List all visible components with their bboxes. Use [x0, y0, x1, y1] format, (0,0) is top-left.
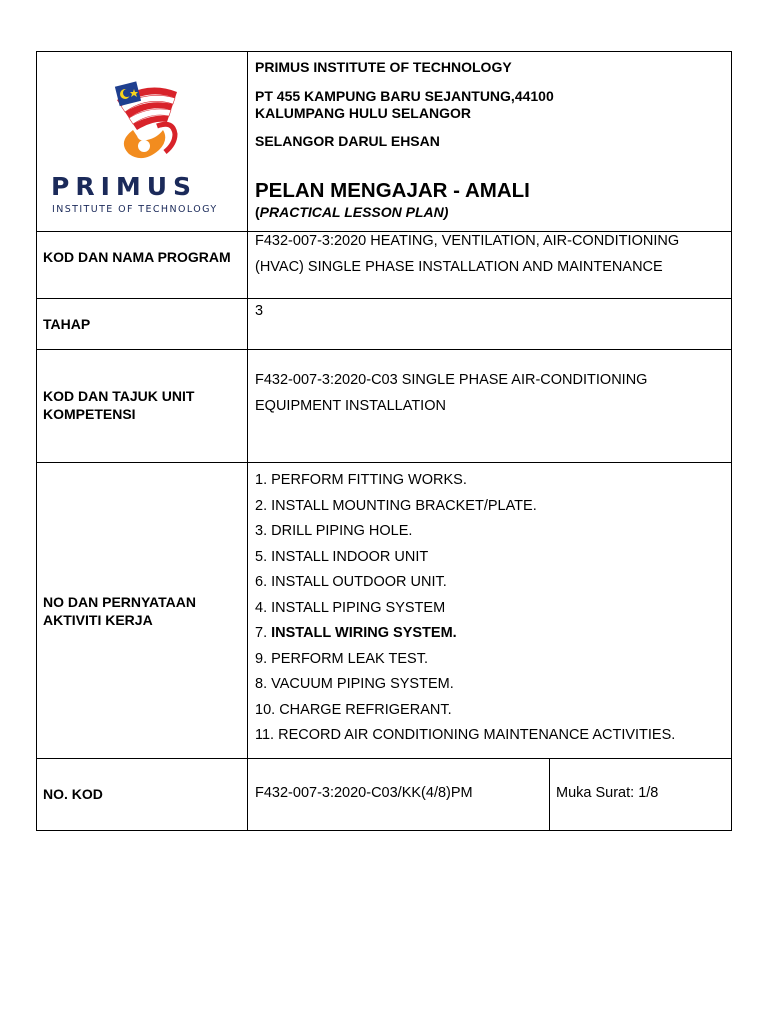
activity-num: 1.	[255, 472, 268, 488]
logo-emblem-icon	[47, 80, 237, 170]
list-item	[255, 723, 725, 749]
state-name: SELANGOR DARUL EHSAN	[255, 133, 440, 149]
activities-list	[255, 468, 725, 749]
activity-text: INSTALL INDOOR UNIT	[271, 548, 429, 565]
list-item	[255, 570, 725, 596]
activity-text: PERFORM LEAK TEST.	[271, 650, 428, 667]
program-row	[37, 232, 731, 299]
header-row	[37, 52, 731, 232]
level-value: 3	[255, 303, 264, 319]
activity-num: 10.	[255, 701, 276, 718]
list-item	[255, 468, 725, 494]
activity-text: INSTALL OUTDOOR UNIT.	[271, 574, 447, 590]
unit-value-line-2: EQUIPMENT INSTALLATION	[255, 397, 446, 414]
program-value	[255, 229, 725, 280]
activity-num: 4.	[255, 599, 268, 616]
activity-text: PERFORM FITTING WORKS.	[271, 472, 467, 488]
list-item	[255, 647, 725, 673]
program-label: KOD DAN NAMA PROGRAM	[43, 249, 231, 265]
code-label: NO. KOD	[43, 786, 103, 802]
activities-label: NO DAN PERNYATAAN AKTIVITI KERJA	[43, 594, 196, 628]
list-item	[255, 596, 725, 622]
unit-label: KOD DAN TAJUK UNIT KOMPETENSI	[43, 388, 195, 422]
program-value-line-2: (HVAC) SINGLE PHASE INSTALLATION AND MAINTENANCE	[255, 258, 663, 275]
activity-text: INSTALL WIRING SYSTEM.	[271, 625, 457, 641]
level-row	[37, 299, 731, 350]
list-item	[255, 698, 725, 724]
activity-num: 6.	[255, 574, 268, 590]
primus-logo	[47, 80, 237, 215]
activity-num: 7.	[255, 625, 268, 641]
activity-num: 5.	[255, 548, 268, 565]
document-title: PELAN MENGAJAR - AMALI	[255, 179, 530, 202]
activity-num: 8.	[255, 676, 268, 692]
unit-row	[37, 350, 731, 463]
activity-text: DRILL PIPING HOLE.	[271, 523, 413, 539]
logo-wordmark: PRIMUS	[51, 172, 198, 201]
activity-text: RECORD AIR CONDITIONING MAINTENANCE ACTIVITIES.	[278, 727, 676, 743]
level-label: TAHAP	[43, 316, 91, 332]
program-value-line-1: F432-007-3:2020 HEATING, VENTILATION, AIR-CONDITIONING	[255, 233, 680, 249]
activity-num: 2.	[255, 497, 268, 514]
address-line-2: KALUMPANG HULU SELANGOR	[255, 105, 471, 121]
subtitle-paren: (	[255, 204, 260, 220]
activity-text: VACUUM PIPING SYSTEM.	[271, 676, 454, 692]
logo-tagline: INSTITUTE OF TECHNOLOGY	[52, 204, 218, 215]
document-subtitle	[255, 204, 448, 220]
list-item	[255, 621, 725, 647]
list-item	[255, 672, 725, 698]
activity-num: 11.	[255, 727, 275, 743]
activities-row	[37, 463, 731, 759]
list-item	[255, 494, 725, 520]
lesson-plan-table	[36, 51, 732, 831]
activity-text: CHARGE REFRIGERANT.	[279, 701, 452, 718]
address-line-1: PT 455 KAMPUNG BARU SEJANTUNG,44100	[255, 88, 554, 104]
unit-value-line-1: F432-007-3:2020-C03 SINGLE PHASE AIR-CONDITIONING	[255, 372, 648, 388]
activity-text: INSTALL MOUNTING BRACKET/PLATE.	[271, 497, 537, 514]
code-row	[37, 759, 731, 831]
page-number: Muka Surat: 1/8	[556, 785, 659, 801]
subtitle-text: PRACTICAL LESSON PLAN)	[259, 204, 449, 220]
list-item	[255, 519, 725, 545]
unit-value	[255, 368, 725, 419]
activity-num: 3.	[255, 523, 268, 539]
list-item	[255, 545, 725, 571]
institution-name: PRIMUS INSTITUTE OF TECHNOLOGY	[255, 59, 512, 75]
activity-num: 9.	[255, 650, 268, 667]
activity-text: INSTALL PIPING SYSTEM	[271, 599, 446, 616]
code-value: F432-007-3:2020-C03/KK(4/8)PM	[255, 785, 473, 801]
